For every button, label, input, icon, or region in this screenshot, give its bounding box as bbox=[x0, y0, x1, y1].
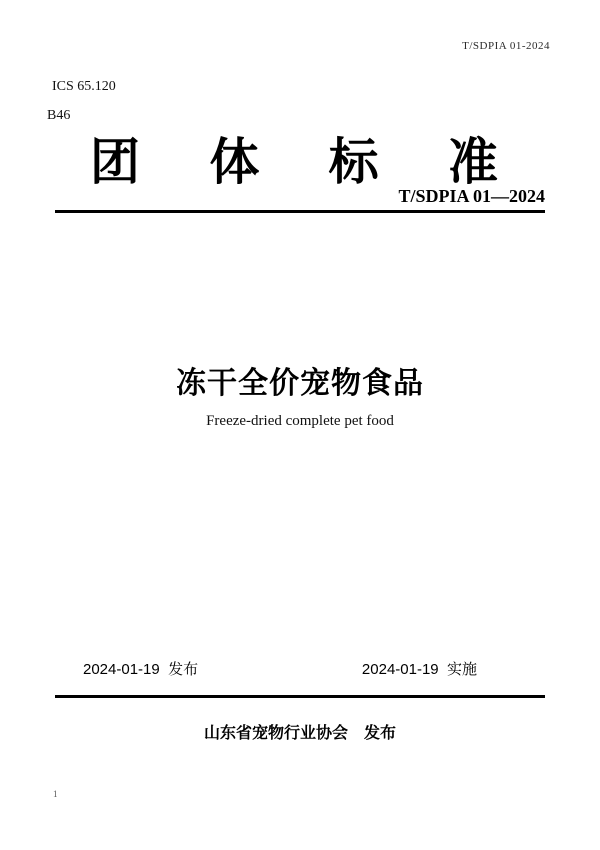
dates-row bbox=[83, 658, 477, 679]
ics-code: ICS 65.120 bbox=[52, 79, 116, 94]
standard-title-chinese: 冻干全价宠物食品 bbox=[176, 367, 424, 400]
issue-date: 2024-01-19 发布 bbox=[83, 661, 199, 678]
document-number: T/SDPIA 01—2024 bbox=[398, 186, 545, 206]
footer-divider-rule bbox=[55, 695, 545, 698]
standard-title-english: Freeze-dried complete pet food bbox=[206, 413, 394, 429]
standard-type-title bbox=[90, 134, 498, 190]
header-divider-rule bbox=[55, 210, 545, 213]
standard-type-char: 标 bbox=[328, 134, 379, 190]
standard-type-char: 体 bbox=[209, 134, 260, 190]
running-header-ref: T/SDPIA 01-2024 bbox=[462, 40, 550, 52]
page-number: 1 bbox=[53, 789, 58, 799]
implement-date: 2024-01-19 实施 bbox=[361, 661, 477, 678]
standard-type-char: 准 bbox=[447, 134, 498, 190]
publisher-line: 山东省宠物行业协会 发布 bbox=[203, 725, 396, 742]
classification-code: B46 bbox=[47, 108, 71, 123]
standard-type-char: 团 bbox=[90, 134, 140, 190]
